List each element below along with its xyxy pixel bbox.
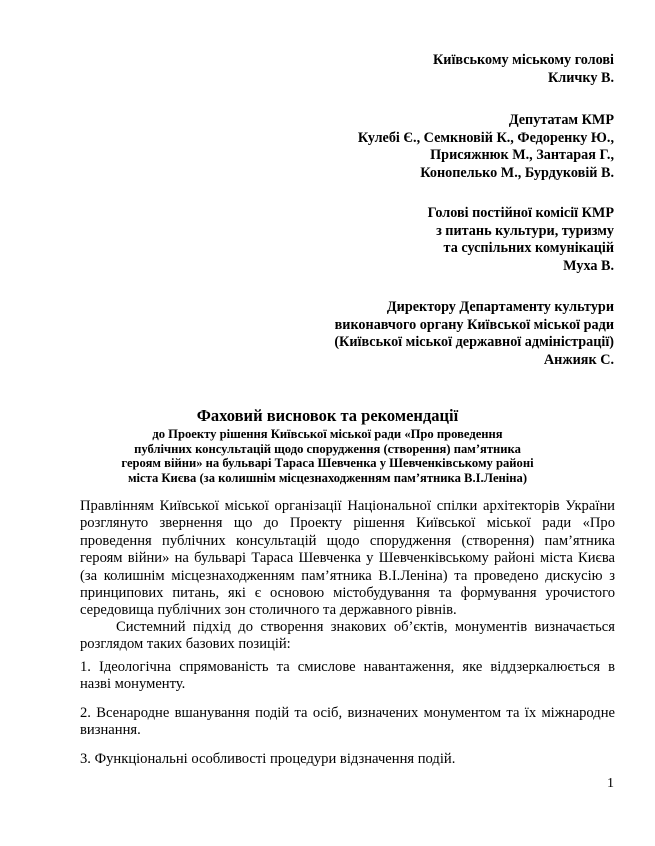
addressee-commission-head: [428, 205, 614, 275]
list-item-line: 3. Функціональні особливості процедури відзначення подій.: [80, 751, 456, 767]
addressee-line: Кулебі Є., Семкновій К., Федоренку Ю.,: [357, 129, 614, 146]
list-item-line: визнання.: [80, 722, 141, 739]
list-item: [80, 705, 615, 740]
addressee-line: з питань культури, туризму: [436, 222, 614, 239]
paragraph-line: розглядом таких базових позицій:: [80, 636, 291, 653]
paragraph-line: проведення публічних консультацій щодо спорудження (створення) пам’ятника: [80, 532, 615, 549]
addressee-line: Голові постійної комісії КМР: [427, 205, 614, 221]
paragraph-system-approach: [80, 619, 615, 654]
paragraph-line: розглянуто звернення що до Проекту рішення Київської міської ради «Про: [80, 515, 615, 532]
page-number: 1: [607, 776, 614, 791]
addressee-line: Муха В.: [563, 257, 614, 274]
addressee-line: Анжияк С.: [543, 351, 614, 368]
paragraph-line: середовища публічних зон столичного та державного рівнів.: [80, 602, 457, 619]
addressee-culture-director: [334, 299, 614, 369]
addressee-line: Депутатам КМР: [508, 112, 614, 128]
document-title: Фаховий висновок та рекомендації: [196, 406, 459, 425]
addressee-line: виконавчого органу Київської міської ради: [334, 316, 614, 333]
list-item-line: назві монументу.: [80, 676, 186, 693]
list-item: [80, 659, 615, 694]
subtitle-line: героям війни» на бульварі Тараса Шевченка у Шевченківському районі: [121, 456, 534, 471]
subtitle-line: публічних консультацій щодо спорудження (створення) пам’ятника: [134, 441, 521, 456]
paragraph-line: (за колишнім місцезнаходженням пам’ятника В.І.Леніна) та проведено дискусію з: [80, 567, 615, 584]
addressee-line: Конопелько М., Бурдуковій В.: [420, 164, 614, 181]
paragraph-line: принципових питань, які є основою містобудування та формування урочистого: [80, 585, 615, 602]
document-subtitle: [0, 427, 655, 485]
addressee-line: та суспільних комунікацій: [443, 240, 614, 257]
paragraph-line: Системний підхід до створення знакових об’єктів, монументів визначається: [116, 619, 615, 635]
list-item-line: 1. Ідеологічна спрямованість та смислове навантаження, яке віддзеркалюється в: [80, 659, 615, 675]
addressee-mayor: [433, 52, 614, 87]
paragraph-line: Правлінням Київської міської організації Національної спілки архітекторів України: [80, 498, 615, 514]
paragraph-review: [80, 498, 615, 620]
subtitle-line: міста Києва (за колишнім місцезнаходженням пам’ятника В.І.Леніна): [127, 470, 528, 485]
addressee-line: Директору Департаменту культури: [386, 299, 614, 315]
addressee-line: Присяжнюк М., Зантарая Г.,: [430, 147, 614, 164]
addressee-line: (Київської міської державної адміністрації): [334, 334, 614, 351]
addressee-line: Київському міському голові: [433, 52, 614, 68]
list-item: [80, 751, 615, 768]
addressee-deputies: [358, 112, 614, 182]
paragraph-line: героям війни» на бульварі Тараса Шевченка у Шевченківському районі міста Києва: [80, 550, 615, 567]
subtitle-line: до Проекту рішення Київської міської ради «Про проведення: [152, 427, 503, 441]
list-item-line: 2. Всенародне вшанування подій та осіб, визначених монументом та їх міжнародне: [80, 705, 615, 721]
addressee-line: Кличку В.: [547, 69, 614, 86]
